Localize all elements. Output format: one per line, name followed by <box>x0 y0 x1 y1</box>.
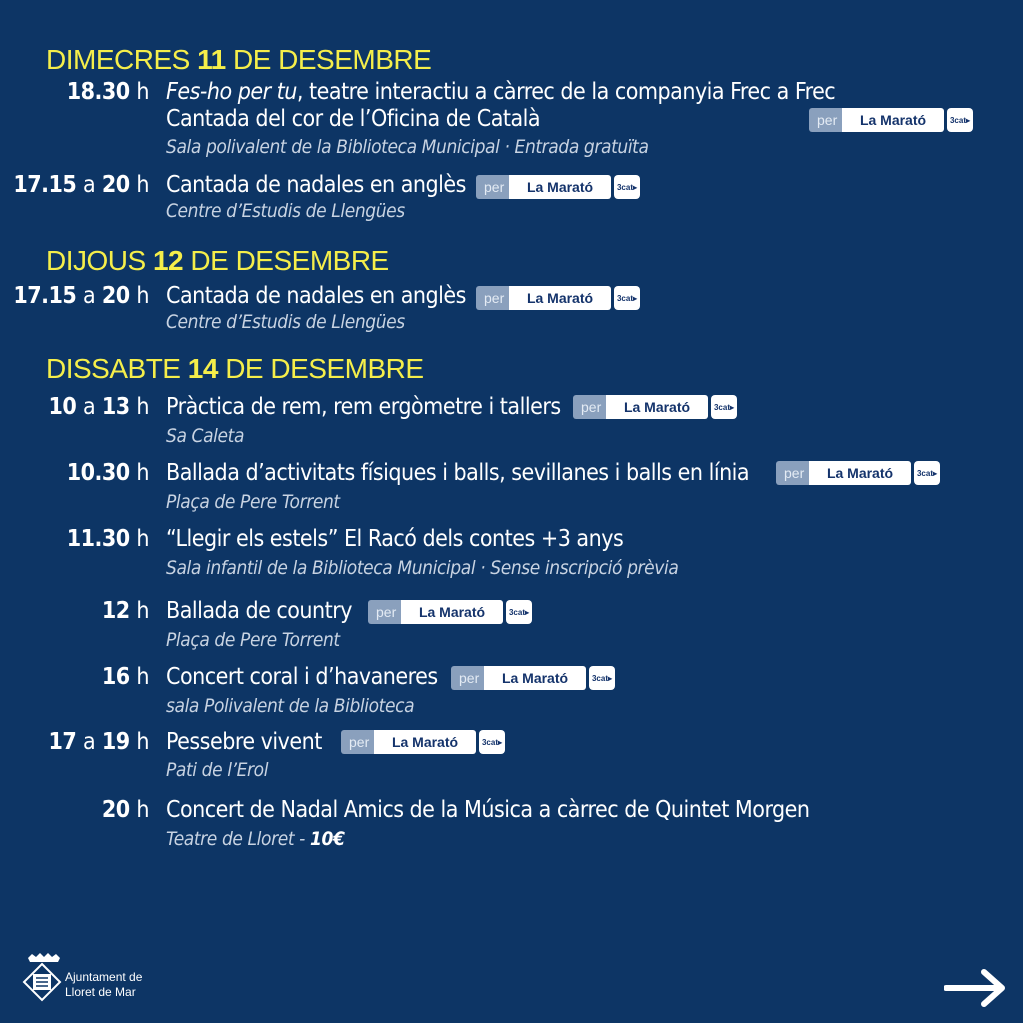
3cat-icon: 3cat▸ <box>947 108 973 132</box>
la-marato-badge: per La Marató 3cat▸ <box>809 108 973 132</box>
event-location: Sa Caleta <box>166 425 245 447</box>
event-time: 20 h <box>101 797 149 823</box>
event-title: Fes-ho per tu, teatre interactiu a càrrec de la companyia Frec a Frec <box>166 79 836 105</box>
la-marato-badge: per La Marató 3cat▸ <box>573 395 737 419</box>
event-location: Sala polivalent de la Biblioteca Municipal · Entrada gratuïta <box>166 136 649 158</box>
3cat-icon: 3cat▸ <box>711 395 737 419</box>
event-title: Cantada de nadales en anglès <box>166 172 466 198</box>
event-time: 17.15 a 20 h <box>13 283 149 309</box>
event-location: Pati de l’Erol <box>166 759 269 781</box>
event-time: 17.15 a 20 h <box>13 172 149 198</box>
day-heading-thursday: DIJOUS 12 DE DESEMBRE <box>46 245 389 276</box>
day-heading-wednesday: DIMECRES 11 DE DESEMBRE <box>46 44 432 75</box>
event-location: Sala infantil de la Biblioteca Municipal · Sense inscripció prèvia <box>166 557 679 579</box>
la-marato-badge: per La Marató 3cat▸ <box>776 461 940 485</box>
la-marato-badge: per La Marató 3cat▸ <box>341 730 505 754</box>
arrow-right-icon[interactable] <box>944 966 1008 1010</box>
3cat-icon: 3cat▸ <box>614 286 640 310</box>
event-location: Centre d’Estudis de Llengües <box>166 311 405 333</box>
event-location: Plaça de Pere Torrent <box>166 629 340 651</box>
event-title: Concert coral i d’havaneres <box>166 664 438 690</box>
event-time: 18.30 h <box>66 79 149 105</box>
event-title: Pessebre vivent <box>166 729 322 755</box>
event-title: “Llegir els estels” El Racó dels contes +3 anys <box>166 526 624 552</box>
event-location: sala Polivalent de la Biblioteca <box>166 695 415 717</box>
event-time: 11.30 h <box>66 526 149 552</box>
day-heading-saturday: DISSABTE 14 DE DESEMBRE <box>46 353 424 384</box>
event-location: Plaça de Pere Torrent <box>166 491 340 513</box>
event-title: Cantada del cor de l’Oficina de Català <box>166 106 541 132</box>
la-marato-badge: per La Marató 3cat▸ <box>476 175 640 199</box>
event-time: 12 h <box>101 598 149 624</box>
event-time: 10.30 h <box>66 460 149 486</box>
la-marato-badge: per La Marató 3cat▸ <box>476 286 640 310</box>
event-location: Teatre de Lloret - 10€ <box>166 828 345 850</box>
event-time: 10 a 13 h <box>48 394 149 420</box>
event-title: Cantada de nadales en anglès <box>166 283 466 309</box>
lloret-coat-of-arms-icon <box>22 952 64 1006</box>
event-time: 16 h <box>101 664 149 690</box>
la-marato-badge: per La Marató 3cat▸ <box>368 600 532 624</box>
event-title: Ballada de country <box>166 598 353 624</box>
3cat-icon: 3cat▸ <box>914 461 940 485</box>
event-location: Centre d’Estudis de Llengües <box>166 200 405 222</box>
3cat-icon: 3cat▸ <box>589 666 615 690</box>
event-title: Ballada d’activitats físiques i balls, sevillanes i balls en línia <box>166 460 750 486</box>
footer-logo-text: Ajuntament de Lloret de Mar <box>65 970 143 999</box>
event-time: 17 a 19 h <box>48 729 149 755</box>
3cat-icon: 3cat▸ <box>506 600 532 624</box>
la-marato-badge: per La Marató 3cat▸ <box>451 666 615 690</box>
3cat-icon: 3cat▸ <box>479 730 505 754</box>
event-title: Pràctica de rem, rem ergòmetre i tallers <box>166 394 561 420</box>
3cat-icon: 3cat▸ <box>614 175 640 199</box>
event-title: Concert de Nadal Amics de la Música a càrrec de Quintet Morgen <box>166 797 810 823</box>
